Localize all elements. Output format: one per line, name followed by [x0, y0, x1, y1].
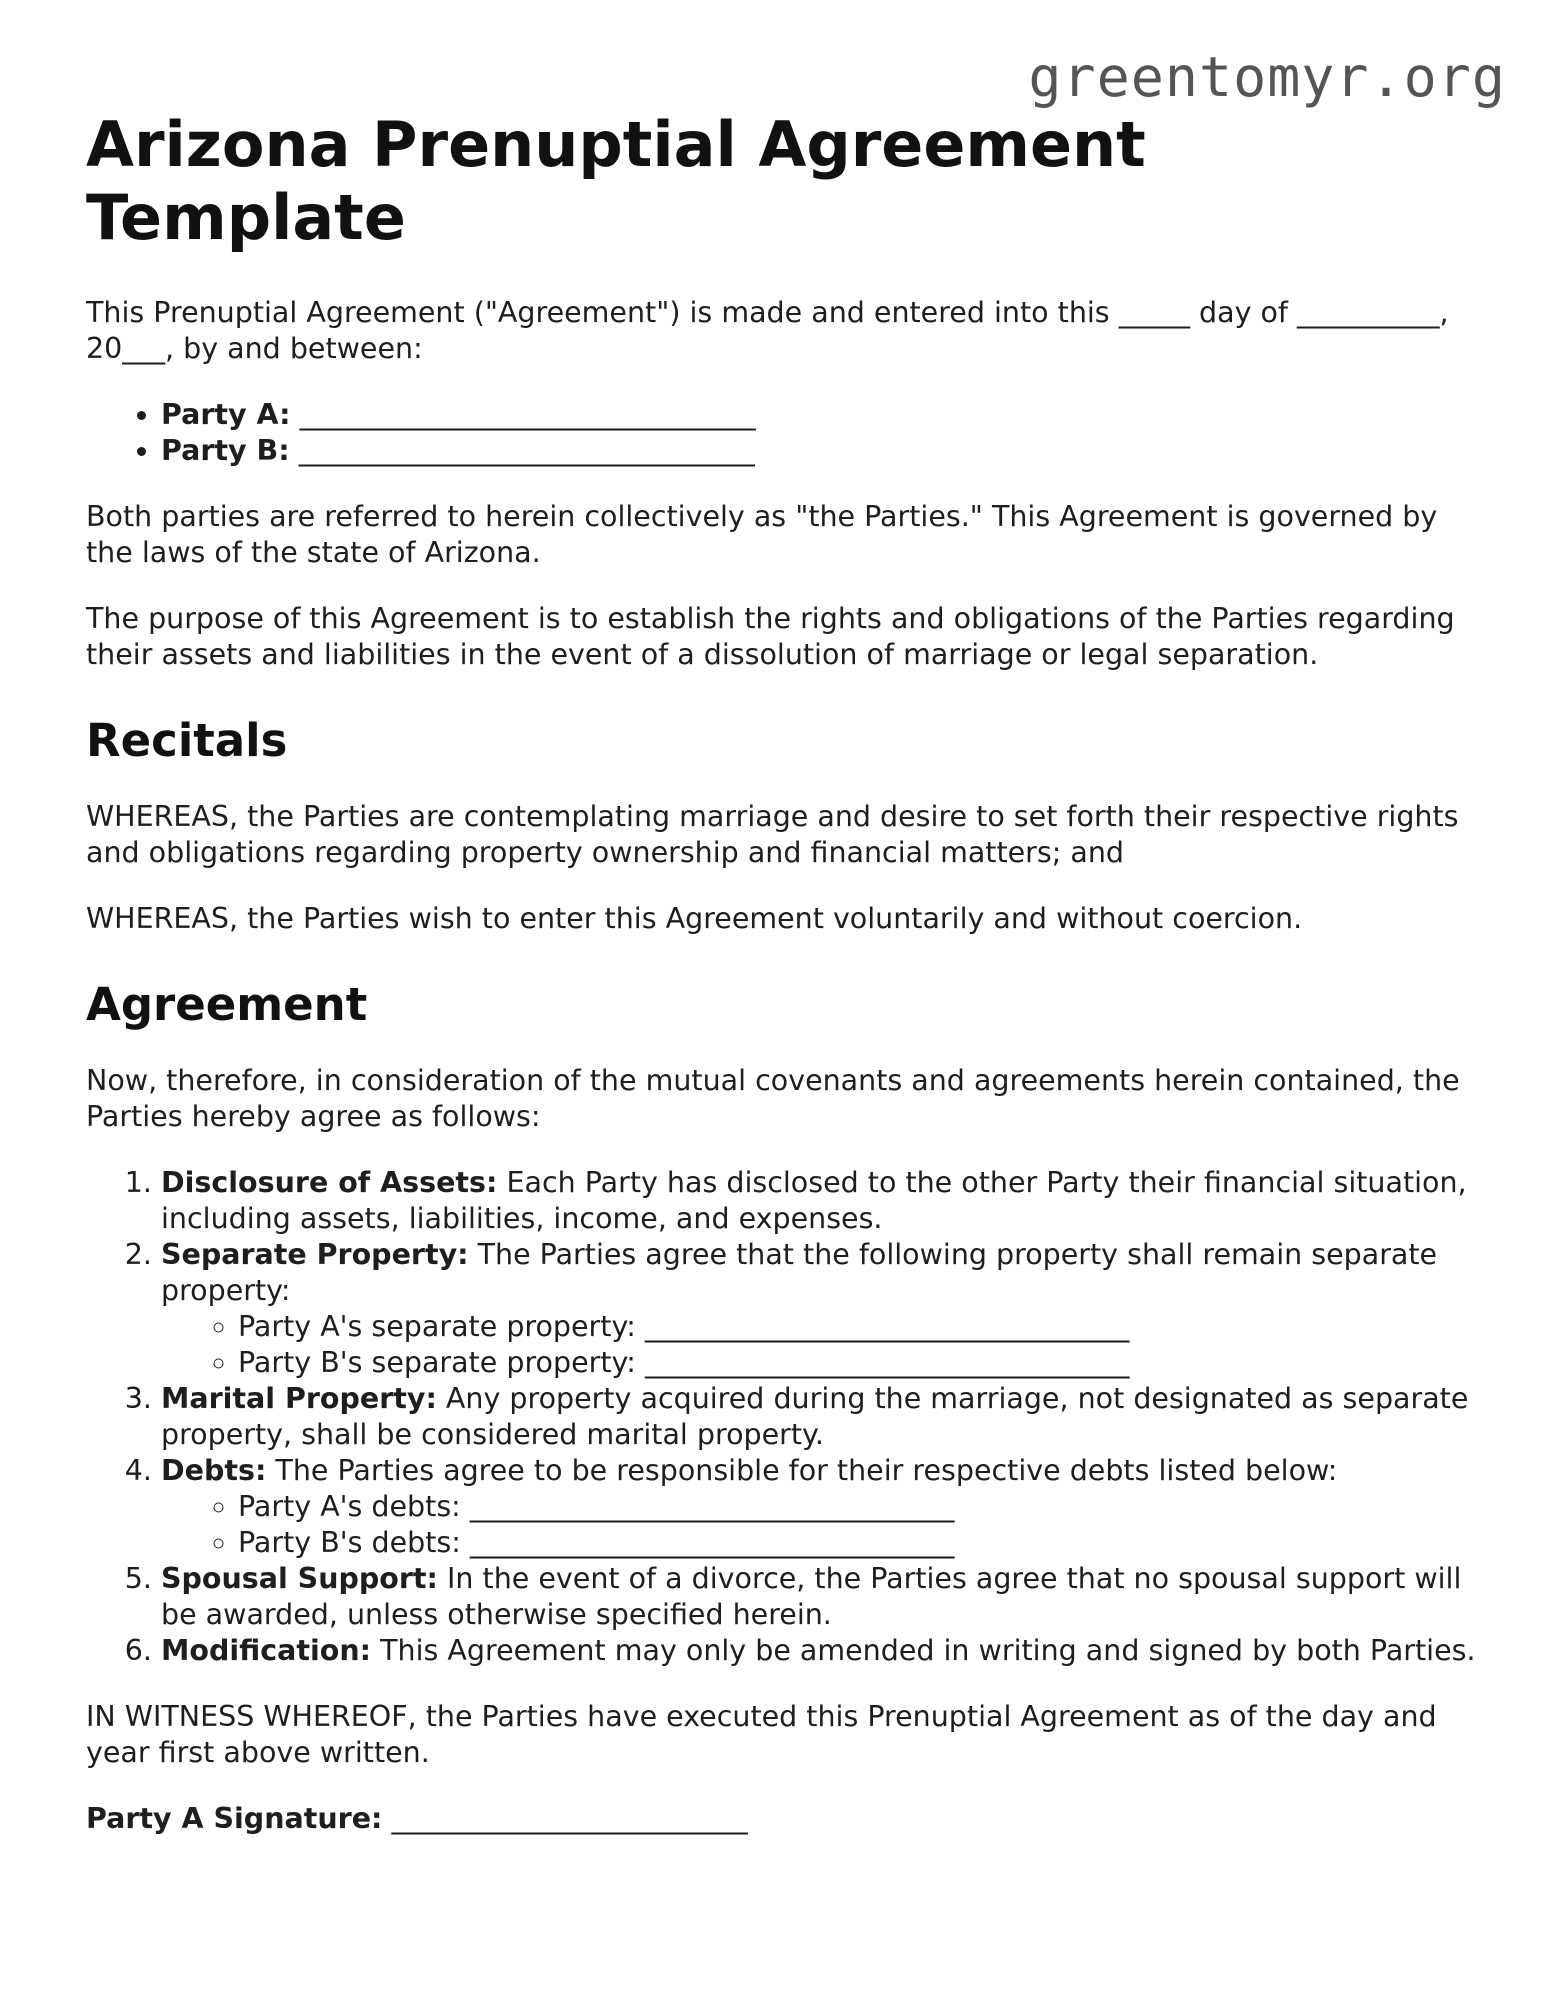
term-title: Disclosure of Assets: [161, 1166, 498, 1199]
signature-blank: _________________________ [391, 1802, 748, 1835]
term-title: Spousal Support: [161, 1562, 438, 1595]
witness-paragraph: IN WITNESS WHEREOF, the Parties have executed this Prenuptial Agreement as of the day and year first above written. [86, 1700, 1437, 1769]
recital-paragraph: WHEREAS, the Parties wish to enter this Agreement voluntarily and without coercion. [86, 902, 1303, 935]
party-blank: ________________________________ [298, 434, 755, 467]
term-title: Marital Property: [161, 1382, 437, 1415]
term-item [161, 1453, 1486, 1561]
signature-line [86, 1801, 1486, 1837]
party-label: Party B: [161, 434, 290, 467]
term-text: Each Party has disclosed to the other Party their financial situation, including assets, liabilities, income, and expenses. [161, 1166, 1467, 1235]
term-item [161, 1165, 1486, 1237]
term-title: Modification: [161, 1634, 372, 1667]
term-sublist [161, 1309, 1486, 1381]
term-item [161, 1633, 1486, 1669]
term-subitem: ◦ Party B's debts: __________________________________ [238, 1525, 1486, 1561]
term-subitem: ◦ Party A's debts: __________________________________ [238, 1489, 1486, 1525]
agreement-lead: Now, therefore, in consideration of the mutual covenants and agreements herein contained, the Parties hereby agree as follows: [86, 1064, 1460, 1133]
party-label: Party A: [161, 398, 291, 431]
term-text: The Parties agree that the following property shall remain separate property: [161, 1238, 1438, 1307]
recitals-heading: Recitals [86, 714, 288, 767]
document-page [86, 108, 1486, 1867]
term-text: Any property acquired during the marriage, not designated as separate property, shall be considered marital property. [161, 1382, 1469, 1451]
party-item [161, 397, 1486, 433]
term-item [161, 1237, 1486, 1381]
parties-list [86, 397, 1486, 469]
party-item [161, 433, 1486, 469]
term-title: Debts: [161, 1454, 267, 1487]
party-blank: ________________________________ [299, 398, 756, 431]
watermark: greentomyr.org [1028, 45, 1506, 109]
agreement-heading: Agreement [86, 978, 368, 1031]
term-text: The Parties agree to be responsible for their respective debts listed below: [266, 1454, 1338, 1487]
signature-label: Party A Signature: [86, 1802, 383, 1835]
terms-list [86, 1165, 1486, 1669]
term-item [161, 1561, 1486, 1633]
term-item [161, 1381, 1486, 1453]
term-subitem: ◦ Party B's separate property: __________________________________ [238, 1345, 1486, 1381]
purpose-paragraph: The purpose of this Agreement is to establish the rights and obligations of the Parties regarding their assets and liabilities in the event of a dissolution of marriage or legal separation. [86, 602, 1455, 671]
document-title: Arizona Prenuptial Agreement Template [86, 108, 1146, 254]
recital-paragraph: WHEREAS, the Parties are contemplating marriage and desire to set forth their respective rights and obligations regarding property ownership and financial matters; and [86, 800, 1459, 869]
term-text: In the event of a divorce, the Parties agree that no spousal support will be awarded, unless otherwise specified herein. [161, 1562, 1462, 1631]
term-text: This Agreement may only be amended in writing and signed by both Parties. [371, 1634, 1476, 1667]
term-sublist [161, 1489, 1486, 1561]
intro-paragraph: This Prenuptial Agreement ("Agreement") is made and entered into this _____ day of __________, 20___, by and between: [86, 296, 1449, 365]
parties-paragraph: Both parties are referred to herein collectively as "the Parties." This Agreement is governed by the laws of the state of Arizona. [86, 500, 1438, 569]
term-subitem: ◦ Party A's separate property: __________________________________ [238, 1309, 1486, 1345]
term-title: Separate Property: [161, 1238, 469, 1271]
